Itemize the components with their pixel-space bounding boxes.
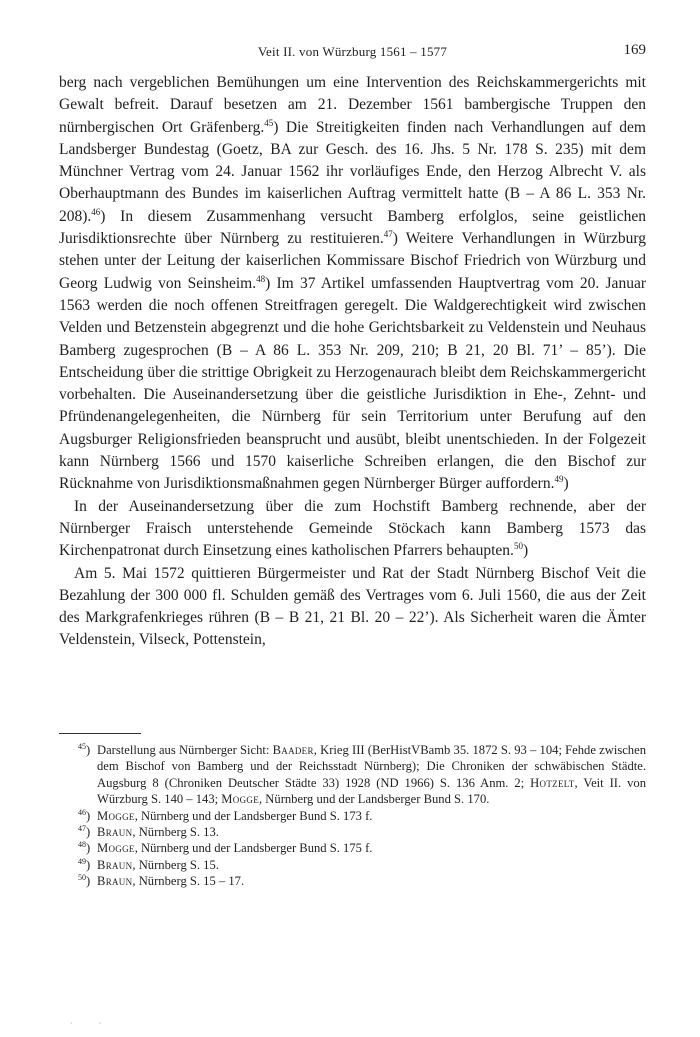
footnote-text: , Nürnberg und der Landsberger Bund S. 173 f. <box>134 808 373 823</box>
text-run: ) In diesem Zusammenhang versucht Bamberg erfolglos, seine geistlichen Jurisdiktionsrechte über Nürnberg zu restituieren. <box>59 207 646 248</box>
footnote-ref-48[interactable]: 48 <box>256 273 266 284</box>
footnote-number: 50 <box>78 873 86 883</box>
footnote-45 <box>59 742 646 808</box>
footnote-number: 47 <box>78 824 86 834</box>
footnote-46 <box>59 808 646 824</box>
footnote-marker: $^{46}$) <box>78 807 91 823</box>
footnote-text: , Nürnberg S. 15 – 17. <box>132 874 245 889</box>
footnote-ref-50[interactable]: 50 <box>513 541 523 552</box>
footnote-marker: $^{49}$) <box>78 856 91 872</box>
footnote-text: , Nürnberg S. 13. <box>132 825 219 840</box>
text-run: ) <box>563 475 569 493</box>
footnote-text: , Nürnberg S. 15. <box>132 857 219 872</box>
scan-artifact-marks: · · <box>70 1019 114 1028</box>
footnote-text: , Nürnberg und der Landsberger Bund S. 170. <box>259 792 490 807</box>
paragraph-2 <box>59 496 646 563</box>
paragraph-3 <box>59 563 646 652</box>
author-name: Hotzelt <box>530 775 575 790</box>
text-run: ) Im 37 Artikel umfassenden Hauptvertrag vom 20. Januar 1563 werden die noch offenen Streitfragen geregelt. Die Waldgerechtigkeit wird zwischen Velden und Betzenstein abgegrenzt und die hohe Gerichtsbarkeit zu Veldenstein und Neuhaus Bamberg zugesprochen (B – A 86 L. 353 Nr. 209, 210; B 21, 20 Bl. 71’ – 85’). Die Entscheidung über die strittige Obrigkeit zu Herzogenaurach bleibt dem Reichskammergericht vorbehalten. Die Auseinandersetzung über die geistliche Jurisdiktion in Ehe-, Zehnt- und Pfründenangelegenheiten, die Nürnberg für sein Territorium unter Berufung auf den Augsburger Religionsfrieden beansprucht und ausübt, bleibt unentschieden. In der Folgezeit kann Nürnberg 1566 und 1570 kaiserliche Schreiben erlangen, die den Bischof zur Rücknahme von Jurisdiktionsmaßnahmen gegen Nürnberger Bürger auffordern. <box>59 274 646 493</box>
footnote-text: , Veit II. von Würzburg S. 140 – 143; <box>97 775 646 807</box>
footnote-number: 48 <box>78 840 86 850</box>
footnote-text: , Nürnberg und der Landsberger Bund S. 175 f. <box>134 841 373 856</box>
footnote-text: , Krieg III (BerHistVBamb 35. 1872 S. 93 – 104; Fehde zwischen dem Bischof von Bamberg und der Reichsstadt Nürnberg); Die Chroniken der schwäbischen Städte. Augsburg 8 (Chroniken Deutscher Städte 33) 1928 (ND 1966) S. 136 Anm. 2; <box>97 743 646 790</box>
text-run: In der Auseinandersetzung über die zum Hochstift Bamberg rechnende, aber der Nürnberger Fraisch unterstehende Gemeinde Stöckach kann Bamberg 1573 das Kirchenpatronat durch Einsetzung eines katholischen Pfarrers behaupten. <box>59 497 646 560</box>
footnote-marker: $^{45}$) <box>78 742 91 757</box>
footnote-ref-46[interactable]: 46 <box>91 206 101 217</box>
author-name: Braun <box>97 857 133 872</box>
footnote-47 <box>59 824 646 840</box>
text-run: Am 5. Mai 1572 quittieren Bürgermeister und Rat der Stadt Nürnberg Bischof Veit die Bezahlung der 300 000 fl. Schulden gemäß des Vertrages vom 6. Juli 1560, die aus der Zeit des Markgrafenkrieges rühren (B – B 21, 21 Bl. 20 – 22’). Als Sicherheit waren die Ämter Veldenstein, Vilseck, Pottenstein, <box>59 564 646 649</box>
author-name: Mogge <box>97 841 135 856</box>
footnote-number: 49 <box>78 856 86 866</box>
text-run: ) <box>522 542 529 560</box>
footnote-divider <box>59 733 141 734</box>
author-name: Mogge <box>97 808 135 823</box>
footnote-ref-49[interactable]: 49 <box>554 474 564 485</box>
footnote-number: 46 <box>78 807 86 817</box>
footnote-ref-45[interactable]: 45 <box>264 117 274 128</box>
footnote-48 <box>59 840 646 856</box>
author-name: Braun <box>97 825 133 840</box>
footnote-marker: $^{47}$) <box>78 824 91 840</box>
footnote-marker: $^{48}$) <box>78 840 91 856</box>
footnotes <box>59 742 646 890</box>
running-head <box>59 44 646 64</box>
footnote-50 <box>59 873 646 889</box>
footnote-ref-47[interactable]: 47 <box>383 229 393 240</box>
running-title: Veit II. von Würzburg 1561 – 1577 <box>257 44 448 59</box>
author-name: Braun <box>97 874 133 889</box>
text-run: ) Weitere Verhandlungen in Würzburg stehen unter der Leitung der kaiserlichen Kommissare Bischof Friedrich von Würzburg und Georg Ludwig von Seinsheim. <box>59 230 646 292</box>
author-name: Baader <box>272 743 314 757</box>
text-run: berg nach vergeblichen Bemühungen um eine Intervention des Reichskammergerichts mit Gewalt befreit. Darauf besetzen am 21. Dezember 1561 bambergische Truppen den nürnbergischen Ort Gräfenberg. <box>59 74 646 136</box>
footnote-49 <box>59 857 646 873</box>
author-name: Mogge <box>221 792 259 807</box>
main-text <box>59 72 646 652</box>
footnote-number: 45 <box>78 742 86 751</box>
text-run: ) Die Streitigkeiten finden nach Verhandlungen auf dem Landsberger Bundestag (Goetz, BA zur Gesch. des 16. Jhs. 5 Nr. 178 S. 235) mit dem Münchner Vertrag vom 24. Januar 1562 ihr vorläufiges Ende, den Herzog Albrecht V. als Oberhauptmann des Bundes im kaiserlichen Auftrag vermittelt hatte (B – A 86 L. 353 Nr. 208). <box>59 118 646 225</box>
paragraph-1 <box>59 72 646 496</box>
footnote-text: Darstellung aus Nürnberger Sicht: <box>97 743 273 757</box>
footnote-marker: $^{50}$) <box>78 873 91 889</box>
page-number: 169 <box>623 42 646 58</box>
